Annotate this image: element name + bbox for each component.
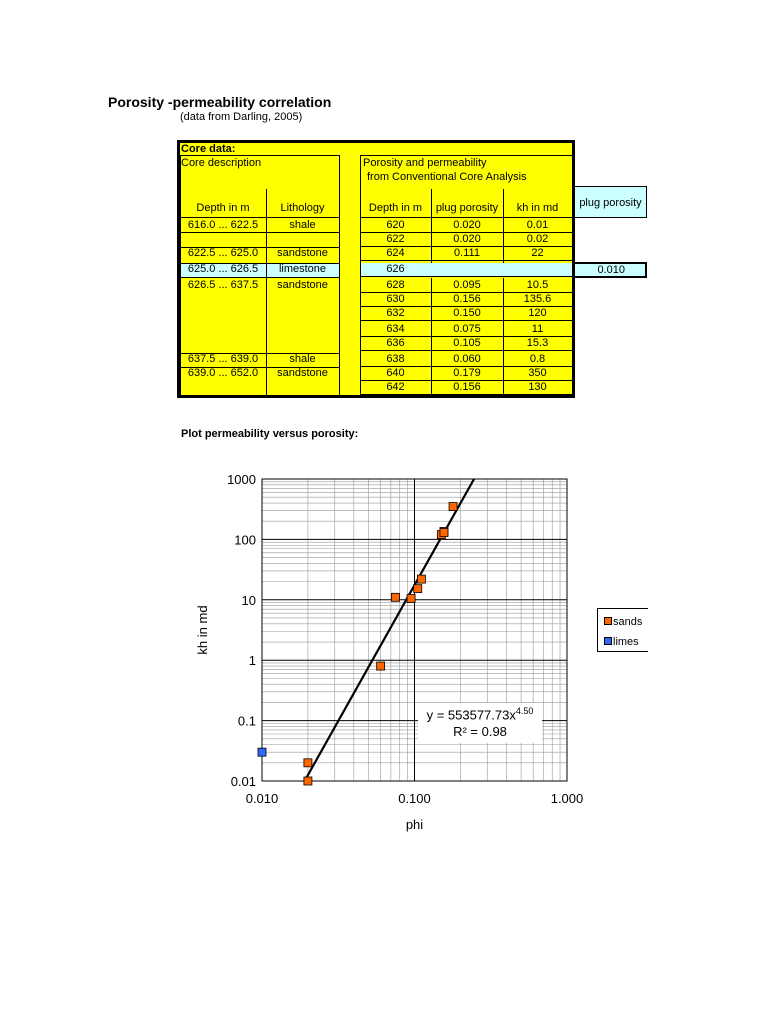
sample-depth: 638 [386,353,405,365]
sample-depth: 640 [386,367,405,379]
data-point-sandstone [304,777,312,785]
interval-range: 616.0 ... 622.5 [187,219,259,231]
sample-porosity: 0.179 [453,367,481,379]
legend-label-sandstone: sands [613,616,643,628]
sample-depth: 636 [386,337,405,349]
chart-legend [597,608,648,652]
plot-title: Plot permeability versus porosity: [181,428,359,440]
equation-prefix: y = 553577.73x [426,707,516,723]
sample-depth: 622 [386,233,405,245]
sample-depth: 624 [386,247,405,259]
sample-depth: 634 [386,323,405,335]
trendline-r2: R² = 0.98 [453,724,507,740]
data-point-sandstone [440,529,448,537]
sample-depth: 620 [386,219,405,231]
sample-depth: 628 [386,279,405,291]
page-subtitle: (data from Darling, 2005) [180,111,303,123]
x-tick-label: 0.100 [398,791,431,806]
legend-label-limestone: limes [613,636,639,648]
interval-range: 626.5 ... 637.5 [187,279,259,291]
sample-kh: 120 [528,307,547,319]
data-point-sandstone [391,593,399,601]
ext-limestone-porosity: 0.010 [575,262,647,278]
data-point-sandstone [407,595,415,603]
sample-porosity: 0.060 [453,353,481,365]
interval-range: 639.0 ... 652.0 [187,367,259,379]
trendline-equation [418,703,542,723]
sample-depth: 632 [386,307,405,319]
header-plug-porosity: plug porosity [435,202,499,214]
y-axis-label: kh in md [195,605,210,655]
sample-kh: 0.01 [526,219,549,231]
sample-porosity: 0.156 [453,381,481,393]
sample-kh: 0.8 [529,353,546,365]
sample-porosity: 0.150 [453,307,481,319]
y-tick-label: 0.1 [237,713,256,729]
y-tick-label: 10 [241,592,256,608]
data-point-sandstone [377,662,385,670]
sample-porosity: 0.020 [453,219,481,231]
interval-lithology: sandstone [277,367,328,379]
y-tick-label: 1000 [227,472,256,487]
core-description-label: Core description [181,157,262,169]
legend-item-limestone [604,636,639,648]
data-point-sandstone [417,575,425,583]
sample-kh: 10.5 [526,279,549,291]
sample-porosity: 0.095 [453,279,481,291]
sample-kh: 135.6 [523,293,552,305]
sample-porosity: 0.105 [453,337,481,349]
interval-lithology: limestone [278,263,327,275]
interval-lithology: sandstone [277,279,328,291]
x-tick-label: 1.000 [550,791,584,806]
sample-porosity: 0.075 [453,323,481,335]
interval-lithology: shale [289,219,316,231]
legend-item-sandstone [604,616,642,628]
x-tick-label: 0.010 [245,791,279,806]
interval-range: 637.5 ... 639.0 [187,353,259,365]
y-tick-label: 1 [248,653,256,669]
header-depth: Depth in m [368,202,423,214]
sample-depth: 642 [386,381,405,393]
page-title: Porosity -permeability correlation [108,94,332,110]
core-heading: Core data: [181,143,236,155]
y-tick-label: 100 [234,532,256,548]
sample-porosity: 0.020 [453,233,481,245]
sample-kh: 130 [528,381,547,393]
y-tick-label: 0.01 [230,774,256,789]
interval-range: 625.0 ... 626.5 [187,263,259,275]
header-lithology: Lithology [280,202,325,214]
data-point-limestone [258,748,266,756]
legend-swatch-limestone [604,637,612,645]
interval-range: 622.5 ... 625.0 [187,247,259,259]
x-axis-label: phi [405,817,424,832]
data-point-sandstone [449,503,457,511]
sample-porosity: 0.156 [453,293,481,305]
analysis-label-2: from Conventional Core Analysis [367,171,527,183]
interval-lithology: sandstone [277,247,328,259]
sample-depth: 626 [386,263,405,275]
sample-kh: 0.02 [526,233,549,245]
ext-header-plug-porosity: plug porosity [575,186,647,218]
sample-porosity: 0.111 [454,247,480,259]
header-kh: kh in md [516,202,559,214]
header-depth-range: Depth in m [196,202,250,214]
analysis-label-1: Porosity and permeability [363,157,487,169]
sample-kh: 22 [531,247,544,259]
legend-swatch-sandstone [604,617,612,625]
data-point-sandstone [304,759,312,767]
equation-exponent: 4.50 [515,706,534,716]
sample-kh: 350 [528,367,547,379]
data-point-sandstone [414,585,422,593]
sample-kh: 11 [531,323,544,335]
interval-lithology: shale [289,353,316,365]
sample-depth: 630 [386,293,405,305]
sample-kh: 15.3 [526,337,549,349]
trendline-equation-box [418,703,542,743]
